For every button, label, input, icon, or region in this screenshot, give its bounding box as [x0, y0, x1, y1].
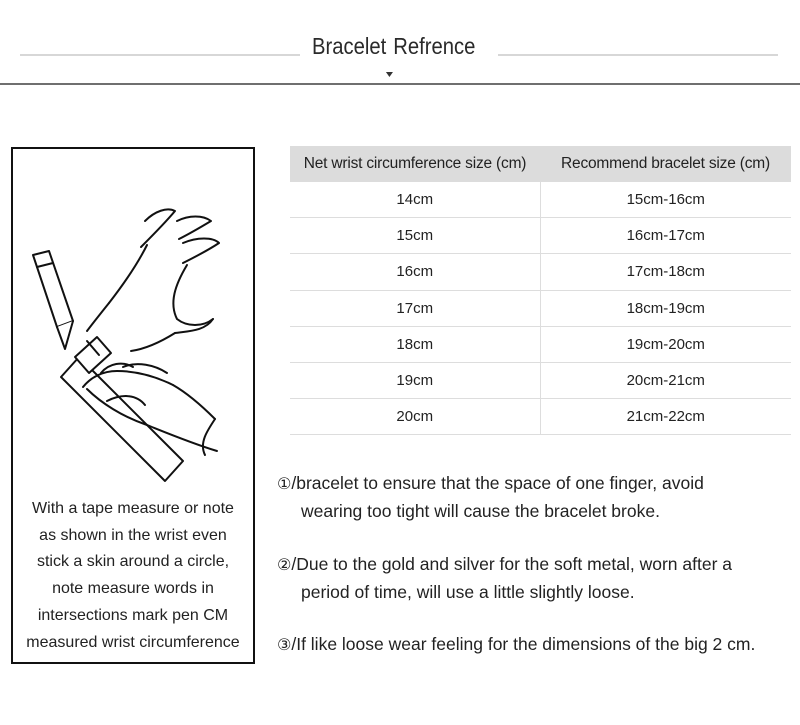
- instruction-line: stick a skin around a circle,: [36, 553, 230, 571]
- note-text: /bracelet to ensure that the space of one finger, avoid: [291, 473, 704, 493]
- wrist-size-cell: 17cm: [290, 290, 540, 326]
- wrist-size-cell: 19cm: [290, 362, 540, 398]
- note-item: [277, 551, 800, 606]
- wrist-size-cell: 18cm: [290, 326, 540, 362]
- table-row: [290, 399, 791, 435]
- bracelet-size-cell: 16cm-17cm: [540, 218, 791, 254]
- table-row: [290, 362, 791, 398]
- page-title: [312, 33, 475, 60]
- title-word-bracelet: Bracelet: [312, 33, 387, 59]
- header-wrist-size: Net wrist circumference size (cm): [290, 146, 540, 182]
- bracelet-size-cell: 18cm-19cm: [540, 290, 791, 326]
- hand-measuring-wrist-illustration: [27, 181, 243, 493]
- size-table: [290, 146, 791, 435]
- note-text-continued: period of time, will use a little slightly loose.: [301, 582, 635, 602]
- note-number: ②: [277, 557, 292, 574]
- bracelet-size-cell: 21cm-22cm: [540, 399, 791, 435]
- table-row: [290, 218, 791, 254]
- bracelet-size-cell: 15cm-16cm: [540, 182, 791, 218]
- note-item: [277, 631, 800, 659]
- measure-instructions: [13, 496, 253, 656]
- note-item: [277, 470, 800, 525]
- note-number: ①: [277, 476, 292, 493]
- table-header-row: [290, 146, 791, 182]
- caret-down-icon: [386, 72, 393, 77]
- measure-guide-box: [11, 147, 255, 664]
- note-text: /If like loose wear feeling for the dimensions of the big 2 cm.: [291, 634, 756, 654]
- wrist-size-cell: 16cm: [290, 254, 540, 290]
- instruction-line: as shown in the wrist even: [39, 526, 227, 544]
- bracelet-size-cell: 20cm-21cm: [540, 362, 791, 398]
- instruction-line: intersections mark pen CM: [37, 606, 229, 624]
- wrist-size-cell: 15cm: [290, 218, 540, 254]
- instruction-line: measured wrist circumference: [26, 633, 240, 651]
- table-row: [290, 182, 791, 218]
- header-bracelet-size: Recommend bracelet size (cm): [540, 146, 791, 182]
- wrist-size-cell: 14cm: [290, 182, 540, 218]
- bracelet-size-cell: 19cm-20cm: [540, 326, 791, 362]
- instruction-line: note measure words in: [52, 580, 214, 598]
- wrist-size-cell: 20cm: [290, 399, 540, 435]
- title-word-refrence: Refrence: [393, 33, 476, 59]
- header-line-left: [20, 54, 300, 56]
- table-row: [290, 290, 791, 326]
- header-line-right: [498, 54, 778, 56]
- note-text: /Due to the gold and silver for the soft metal, worn after a: [291, 554, 732, 574]
- bracelet-size-cell: 17cm-18cm: [540, 254, 791, 290]
- note-number: ③: [277, 637, 292, 654]
- instruction-line: With a tape measure or note: [32, 500, 234, 517]
- header-divider: [0, 83, 800, 85]
- note-text-continued: wearing too tight will cause the bracelet broke.: [301, 501, 660, 521]
- table-row: [290, 326, 791, 362]
- table-row: [290, 254, 791, 290]
